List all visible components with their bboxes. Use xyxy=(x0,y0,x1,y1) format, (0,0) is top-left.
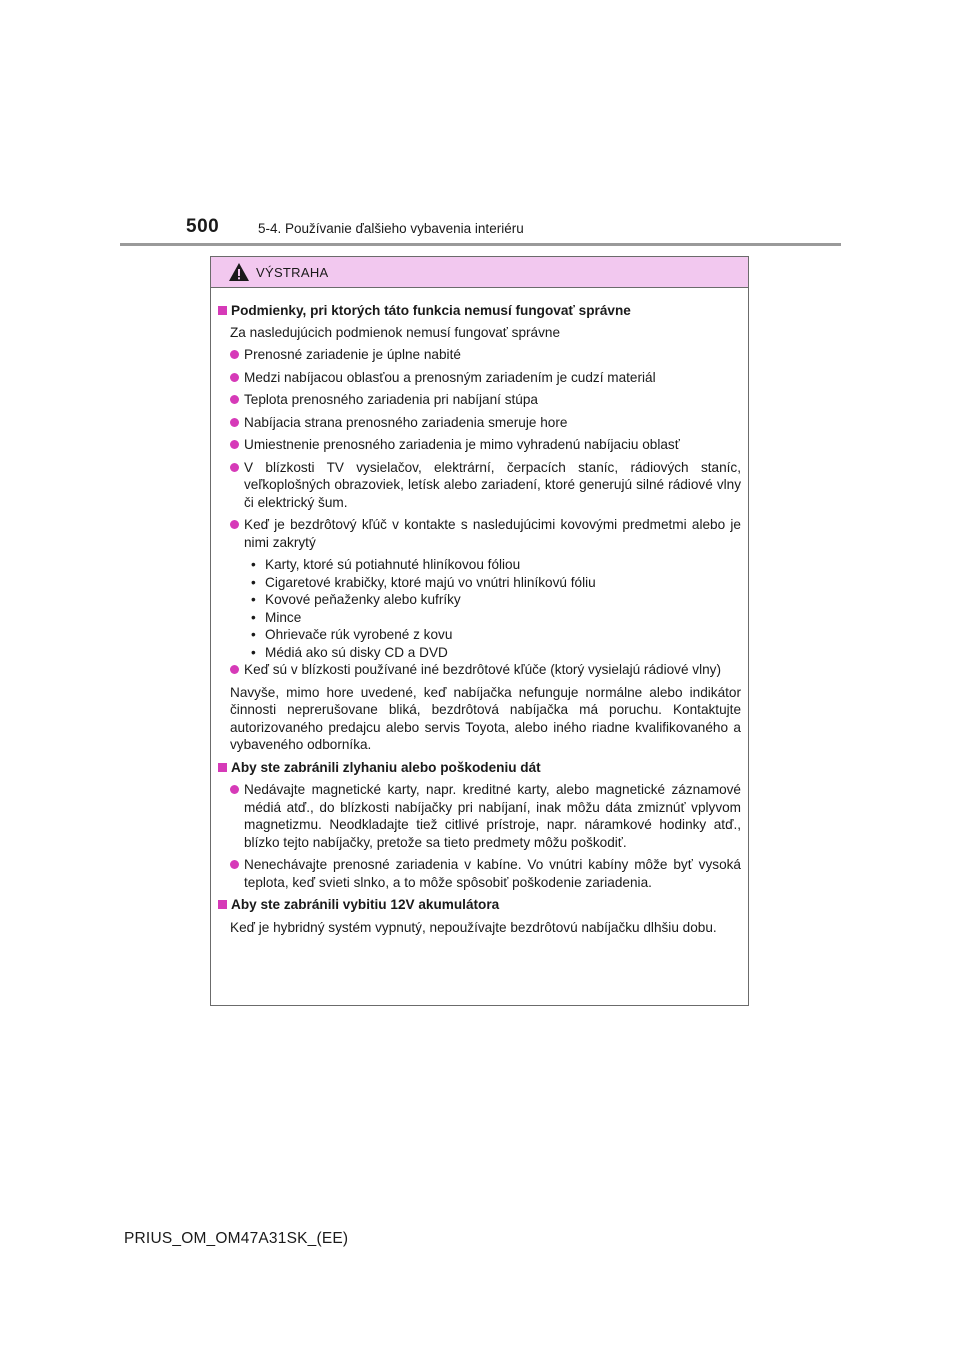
list-item: Keď sú v blízkosti používané iné bezdrôtové kľúče (ktorý vysielajú rádiové vlny) xyxy=(230,661,741,679)
page-number: 500 xyxy=(186,216,220,237)
sub-list-item: • Mince xyxy=(251,609,302,625)
circle-bullet-icon xyxy=(230,860,239,869)
circle-bullet-icon xyxy=(230,463,239,472)
list-item: Keď je bezdrôtový kľúč v kontakte s nasledujúcimi kovovými predmetmi alebo je nimi zakrytý xyxy=(230,516,741,551)
square-bullet-icon xyxy=(218,900,227,909)
list-item: Medzi nabíjacou oblasťou a prenosným zariadením je cudzí materiál xyxy=(230,369,741,387)
section-heading: Aby ste zabránili vybitiu 12V akumulátora xyxy=(218,896,741,914)
circle-bullet-icon xyxy=(230,520,239,529)
list-item: Nedávajte magnetické karty, napr. kreditné karty, alebo magnetické záznamové médiá atď., do blízkosti nabíjačky pri nabíjaní, inak môžu dáta zmiznúť vplyvom magnetizmu. Neodkladajte tiež citlivé prístroje, napr. náramkové hodinky atď., blízko tejto nabíjačky, pretože sa tieto predmety môžu poškodiť. xyxy=(230,781,741,851)
square-bullet-icon xyxy=(218,306,227,315)
warning-title: VÝSTRAHA xyxy=(256,264,329,280)
section-note: Navyše, mimo hore uvedené, keď nabíjačka nefunguje normálne alebo indikátor činnosti neprerušovane bliká, bezdrôtová nabíjačka má poruchu. Kontaktujte autorizovaného predajcu alebo servis Toyota, alebo iného riadne kvalifikovaného a vybaveného odborníka. xyxy=(230,684,741,752)
sub-list-item: • Ohrievače rúk vyrobené z kovu xyxy=(251,627,453,642)
sub-list-item: • Karty, ktoré sú potiahnuté hliníkovou fóliou xyxy=(251,557,521,572)
warning-body xyxy=(211,288,748,936)
circle-bullet-icon xyxy=(230,395,239,404)
circle-bullet-icon xyxy=(230,373,239,382)
list-item: Nabíjacia strana prenosného zariadenia smeruje hore xyxy=(230,414,741,432)
section-heading: Podmienky, pri ktorých táto funkcia nemusí fungovať správne xyxy=(218,302,741,320)
header-divider xyxy=(120,243,841,246)
circle-bullet-icon xyxy=(230,418,239,427)
warning-triangle-icon xyxy=(228,262,250,282)
list-item: Umiestnenie prenosného zariadenia je mimo vyhradenú nabíjaciu oblasť xyxy=(230,436,741,454)
section-intro: Za nasledujúcich podmienok nemusí fungovať správne xyxy=(230,324,561,340)
sub-list-item: • Médiá ako sú disky CD a DVD xyxy=(251,644,448,660)
circle-bullet-icon xyxy=(230,665,239,674)
circle-bullet-icon xyxy=(230,350,239,359)
list-item: V blízkosti TV vysielačov, elektrární, čerpacích staníc, rádiových staníc, veľkoplošných obrazoviek, letísk alebo zariadení, ktoré generujú silné rádiové vlny či elektrický šum. xyxy=(230,459,741,512)
sub-list-item: • Kovové peňaženky alebo kufríky xyxy=(251,592,461,607)
section-heading: Aby ste zabránili zlyhaniu alebo poškodeniu dát xyxy=(218,759,741,777)
sub-list-item: • Cigaretové krabičky, ktoré majú vo vnútri hliníkovú fóliu xyxy=(251,574,596,590)
list-item: Teplota prenosného zariadenia pri nabíjaní stúpa xyxy=(230,391,741,409)
warning-box xyxy=(210,256,749,1006)
sub-list xyxy=(251,556,741,661)
list-item: Prenosné zariadenie je úplne nabité xyxy=(230,346,741,364)
warning-header xyxy=(211,257,748,288)
section-title: 5-4. Používanie ďalšieho vybavenia interiéru xyxy=(258,221,524,236)
circle-bullet-icon xyxy=(230,440,239,449)
section-text: Keď je hybridný systém vypnutý, nepoužívajte bezdrôtovú nabíjačku dlhšiu dobu. xyxy=(230,919,717,935)
footer-code: PRIUS_OM_OM47A31SK_(EE) xyxy=(124,1230,349,1247)
list-item: Nenechávajte prenosné zariadenia v kabíne. Vo vnútri kabíny môže byť vysoká teplota, keď svieti slnko, a to môže spôsobiť poškodenie zariadenia. xyxy=(230,856,741,891)
square-bullet-icon xyxy=(218,763,227,772)
circle-bullet-icon xyxy=(230,785,239,794)
